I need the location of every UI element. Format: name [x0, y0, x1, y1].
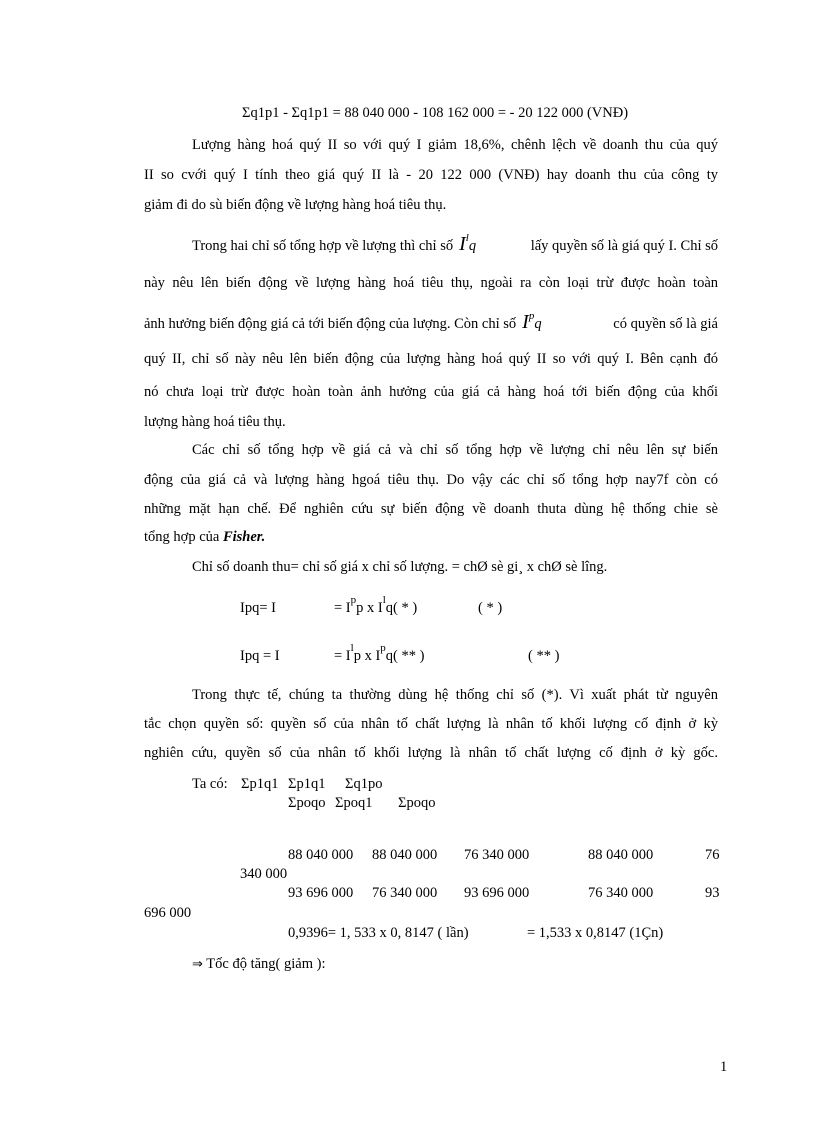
index-symbol-iq-l: $I^lq$ [459, 232, 477, 255]
eq1-tag: ( * ) [478, 600, 503, 616]
para3-line3: những mặt hạn chế. Để nghiên cứu sự biến động về doanh thuta dùng hệ thống chie sè [144, 501, 718, 517]
formula-line: Σq1p1 - Σq1p1 = 88 040 000 - 108 162 000 = - 20 122 000 (VNĐ) [242, 105, 629, 121]
para2-line3-b: có quyền số là giá [613, 316, 718, 332]
para4-line3: nghiên cứu, quyền số của nhân tố khối lượng là nhân tố chất lượng cố định ở kỳ gốc. [144, 745, 718, 761]
implies-arrow-icon: ⇒ [192, 957, 203, 972]
result-b: = 1,533 x 0,8147 (1Çn) [527, 925, 664, 941]
value-r1-c4: 88 040 000 [588, 847, 654, 863]
taco-num1: Σp1q1 [241, 776, 279, 792]
value-r2-wrap: 696 000 [144, 905, 192, 921]
value-r2-c4: 76 340 000 [588, 885, 654, 901]
eq1-rhs: = $I^pp$ x $I^lq$( * ) [334, 594, 418, 616]
para3-line4: tổng hợp của Fisher. [144, 529, 266, 545]
para2-line3-a: ảnh hưởng biến động giá cả tới biến động của lượng. Còn chỉ số [144, 316, 517, 332]
eq2-tag: ( ** ) [528, 648, 560, 664]
para2-line1 [192, 232, 718, 256]
para1-line2: II so cvới quý I tính theo giá quý II là - 20 122 000 (VNĐ) hay doanh thu của công ty [144, 167, 718, 183]
para1-line3: giảm đi do sù biến động về lượng hàng hoá tiêu thụ. [144, 197, 447, 213]
value-r1-c2: 88 040 000 [372, 847, 438, 863]
taco-label: Ta có: [192, 776, 228, 792]
taco-num3: Σq1po [345, 776, 383, 792]
speed-line: ⇒ Tốc độ tăng( giảm ): [192, 956, 326, 972]
para1-line1: Lượng hàng hoá quý II so với quý I giảm 18,6%, chênh lệch về doanh thu của quý [192, 137, 718, 153]
para4-line1: Trong thực tế, chúng ta thường dùng hệ thống chỉ số (*). Vì xuất phát từ nguyên [192, 687, 718, 703]
taco-num2: Σp1q1 [288, 776, 326, 792]
para2-line5: nó chưa loại trừ được hoàn toàn ảnh hưởng của giá cả hàng hoá tới biến động của khối [144, 384, 718, 400]
taco-den1: Σpoqo [288, 795, 326, 811]
para2-line6: lượng hàng hoá tiêu thụ. [144, 414, 286, 430]
para2-line4: quý II, chỉ số này nêu lên biến động của lượng hàng hoá quý II so với quý I. Bên cạnh đó [144, 351, 718, 367]
eq1-lhs: Ipq= I [240, 600, 276, 616]
result-a: 0,9396= 1, 533 x 0, 8147 ( lần) [288, 925, 469, 941]
fisher-name: Fisher. [222, 529, 266, 545]
taco-den2: Σpoq1 [335, 795, 373, 811]
value-r2-c2: 76 340 000 [372, 885, 438, 901]
value-r1-c3: 76 340 000 [464, 847, 530, 863]
para2-line2: này nêu lên biến động về lượng hàng hoá tiêu thụ, ngoài ra còn loại trừ được hoàn toàn [144, 275, 718, 291]
value-r2-c3: 93 696 000 [464, 885, 530, 901]
para2-line1-a: Trong hai chỉ số tổng hợp về lượng thì chỉ số [192, 238, 454, 254]
value-r2-c5: 93 [705, 885, 720, 901]
index-symbol-iq-p: $I^pq$ [522, 310, 542, 333]
page-number: 1 [720, 1059, 728, 1075]
para4-line2: tắc chọn quyền số: quyền số của nhân tố chất lượng là nhân tố khối lượng cố định ở kỳ [144, 716, 718, 732]
eq2-lhs: Ipq = I [240, 648, 280, 664]
value-r1-c5: 76 [705, 847, 720, 863]
taco-den3: Σpoqo [398, 795, 436, 811]
para3-line2: động của giá cả và lượng hàng hgoá tiêu thụ. Do vậy các chỉ số tổng hợp nay7f còn có [144, 472, 718, 488]
index-line: Chỉ số doanh thu= chỉ số giá x chỉ số lượng. = chØ sè gi¸ x chØ sè lîng. [192, 559, 608, 575]
eq2-rhs: = $I^lp$ x $I^pq$( ** ) [334, 642, 425, 664]
para3-line1: Các chỉ số tổng hợp về giá cả và chỉ số tổng hợp về lượng chỉ nêu lên sự biến [192, 442, 718, 458]
para2-line1-b: lấy quyền số là giá quý I. Chỉ số [530, 238, 718, 254]
para2-line3 [144, 310, 718, 334]
value-r1-wrap: 340 000 [240, 866, 288, 882]
value-r2-c1: 93 696 000 [288, 885, 354, 901]
value-r1-c1: 88 040 000 [288, 847, 354, 863]
